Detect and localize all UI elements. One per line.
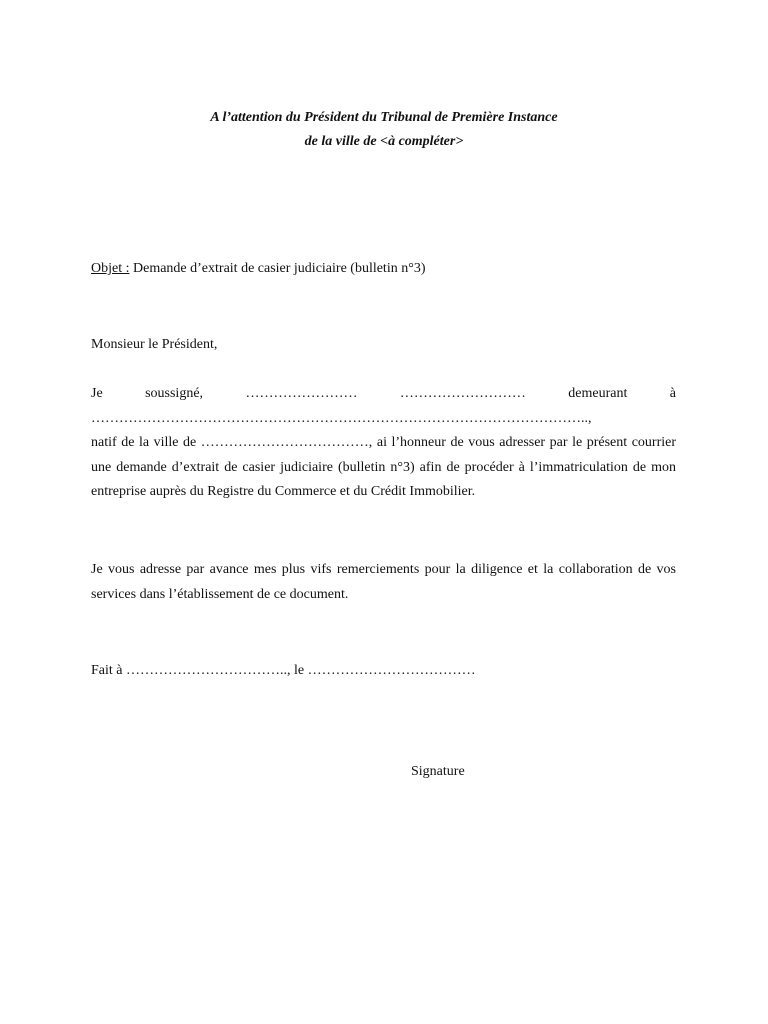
body-paragraph-2: Je vous adresse par avance mes plus vifs remerciements pour la diligence et la collaboration de vos services dans l’établissement de ce document. — [91, 562, 676, 602]
place-date-line: Fait à …………………………….., le ……………………………… — [91, 663, 476, 678]
subject-label: Objet : — [91, 261, 130, 276]
signature-label: Signature — [411, 764, 465, 779]
paragraph-1-word: Je — [91, 386, 103, 401]
paragraph-1-text: natif de la ville de ………………………………, ai l’honneur de vous adresser par le présent courrier une demande d’extrait de casier judiciaire (bulletin n°3) afin de procéder à l’immatriculation de mon entreprise auprès du Registre du Commerce et du Crédit Immobilier. — [91, 435, 676, 499]
addressee-header — [0, 106, 768, 154]
addressee-line-1: A l’attention du Président du Tribunal de Première Instance — [210, 110, 558, 125]
addressee-line-2: de la ville de <à compléter> — [304, 134, 464, 149]
salutation: Monsieur le Président, — [91, 337, 218, 352]
paragraph-1-first-line — [91, 382, 676, 407]
paragraph-1-word: soussigné, — [145, 386, 204, 401]
address-dots-line: …………………………………………………………………………………………….., — [91, 410, 592, 426]
paragraph-1-word: à — [669, 386, 676, 401]
subject-text: Demande d’extrait de casier judiciaire (bulletin n°3) — [133, 261, 426, 276]
paragraph-1-word: ……………………… — [399, 386, 526, 401]
body-paragraph-1 — [91, 382, 676, 505]
paragraph-1-word: demeurant — [568, 386, 628, 401]
subject-line — [91, 257, 676, 282]
paragraph-1-word: …………………… — [245, 386, 358, 401]
